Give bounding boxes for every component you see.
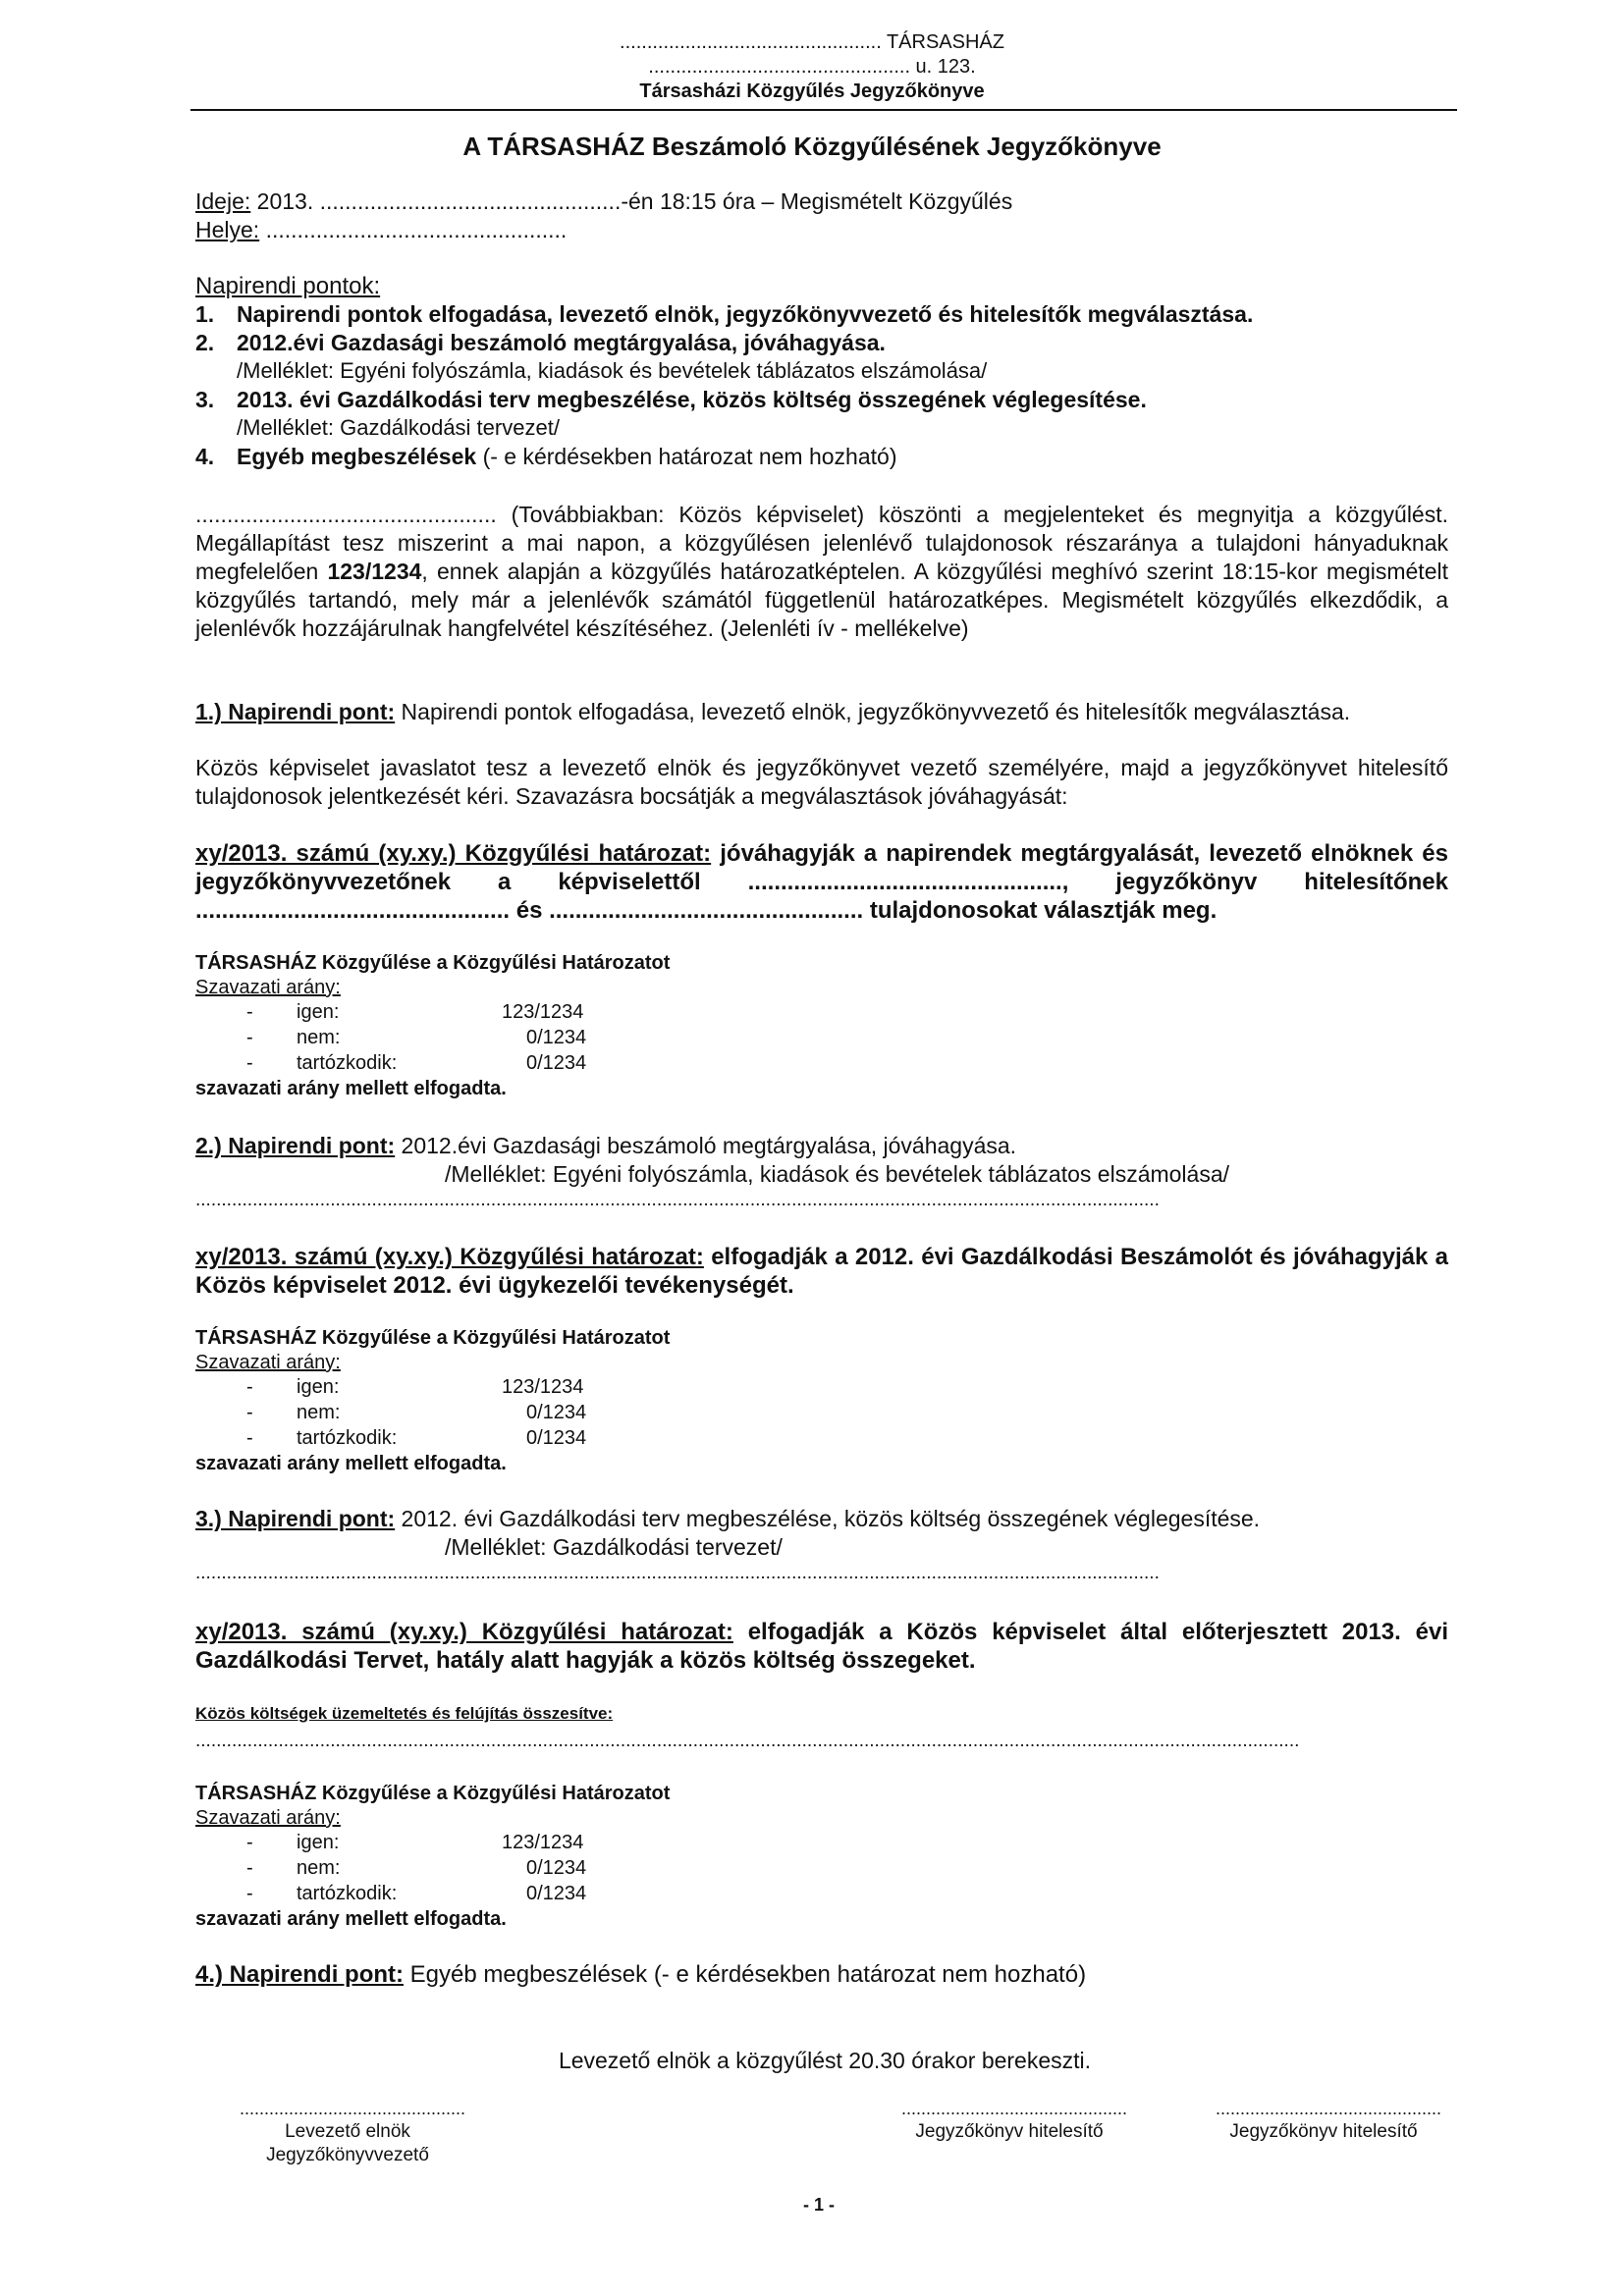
- vote-footer: szavazati arány mellett elfogadta.: [195, 1078, 507, 1099]
- agenda-item-num: 2.: [195, 330, 215, 355]
- agenda-item-note: /Melléklet: Egyéni folyószámla, kiadások és bevételek táblázatos elszámolása/: [237, 358, 988, 383]
- point2-label: 2.) Napirendi pont:: [195, 1133, 396, 1158]
- vote-heading: TÁRSASHÁZ Közgyűlése a Közgyűlési Határozatot: [195, 952, 671, 974]
- vote-value: 123/1234: [502, 1001, 584, 1023]
- intro-ratio: 123/1234: [327, 559, 422, 584]
- place-value: ................................................: [265, 217, 568, 242]
- vote-label: igen:: [297, 1001, 340, 1023]
- point4-text: Egyéb megbeszélések (- e kérdésekben határozat nem hozható): [404, 1961, 1087, 1988]
- vote-dash: -: [246, 1832, 253, 1853]
- date-label: Ideje:: [195, 188, 251, 214]
- header-rule: [190, 109, 1457, 111]
- agenda-item-num: 4.: [195, 444, 215, 469]
- vote-ratio-label: Szavazati arány:: [195, 1807, 341, 1829]
- vote-label: tartózkodik:: [297, 1883, 398, 1904]
- point2-note: /Melléklet: Egyéni folyószámla, kiadások és bevételek táblázatos elszámolása/: [445, 1161, 1230, 1187]
- vote-footer: szavazati arány mellett elfogadta.: [195, 1908, 507, 1930]
- vote-value: 123/1234: [502, 1832, 584, 1853]
- signature-line: ..............................................: [240, 2099, 466, 2118]
- vote-dash: -: [246, 1883, 253, 1904]
- vote-dash: -: [246, 1427, 253, 1449]
- agenda-item-text: 2013. évi Gazdálkodási terv megbeszélése, közös költség összegének véglegesítése.: [237, 387, 1147, 412]
- resolution-label: xy/2013. számú (xy.xy.) Közgyűlési határozat:: [195, 1244, 704, 1270]
- signature-line: ..............................................: [901, 2099, 1128, 2118]
- point1-resolution: [195, 839, 1448, 925]
- vote-value: 123/1234: [502, 1376, 584, 1398]
- vote-dash: -: [246, 1402, 253, 1423]
- closing-statement: Levezető elnök a közgyűlést 20.30 órakor berekeszti.: [558, 2048, 1092, 2073]
- resolution-text: elfogadják a 2012. évi Gazdálkodási Beszámolót és jóváhagyják a Közös képviselet 2012. évi ügykezelői tevékenységét.: [195, 1244, 1449, 1299]
- agenda-item-bold: Egyéb megbeszélések: [237, 444, 477, 469]
- header-doc-type: Társasházi Közgyűlés Jegyzőkönyve: [639, 80, 985, 102]
- agenda-item-num: 3.: [195, 387, 215, 412]
- vote-ratio-label: Szavazati arány:: [195, 977, 341, 998]
- header-building-name: ................................................ TÁRSASHÁZ: [620, 31, 1004, 53]
- point1-label: 1.) Napirendi pont:: [195, 699, 396, 724]
- vote-value: 0/1234: [526, 1052, 587, 1074]
- signature-block: [901, 2099, 1128, 2143]
- vote-label: nem:: [297, 1857, 341, 1879]
- signature-block: [240, 2099, 466, 2166]
- intro-text-end: , ennek alapján a közgyűlés határozatképtelen. A közgyűlési meghívó szerint 18:15-kor megismételt közgyűlés tartandó, mely már a jelenlévők számától függetlenül határozatképes. Megismételt közgyűlés elkezdődik, a jelenlévők hozzájárulnak hangfelvétel készítéséhez. (Jelenléti ív - mellékelve): [195, 559, 1448, 641]
- vote-label: tartózkodik:: [297, 1427, 398, 1449]
- place-label: Helye:: [195, 217, 260, 242]
- vote-label: nem:: [297, 1027, 341, 1048]
- resolution-label: xy/2013. számú (xy.xy.) Közgyűlési határozat:: [195, 1619, 733, 1645]
- point3-dots: ..........................................................................................................................................................................................: [195, 1563, 1160, 1583]
- point2-resolution: [195, 1243, 1448, 1300]
- point4-label: 4.) Napirendi pont:: [195, 1961, 404, 1988]
- vote-label: nem:: [297, 1402, 341, 1423]
- agenda-item-rest: (- e kérdésekben határozat nem hozható): [476, 444, 897, 469]
- intro-paragraph: [195, 501, 1448, 643]
- meta-place: [195, 217, 567, 243]
- vote-value: 0/1234: [526, 1402, 587, 1423]
- signature-role: Levezető elnök: [285, 2121, 410, 2142]
- point1-paragraph: Közös képviselet javaslatot tesz a levezető elnök és jegyzőkönyvet vezető személyére, majd a jegyzőkönyvet hitelesítő tulajdonosok jelentkezését kéri. Szavazásra bocsátják a megválasztások jóváhagyását:: [195, 755, 1448, 809]
- vote-dash: -: [246, 1376, 253, 1398]
- vote-label: igen:: [297, 1832, 340, 1853]
- resolution-label: xy/2013. számú (xy.xy.) Közgyűlési határozat:: [195, 840, 712, 867]
- vote-dash: -: [246, 1052, 253, 1074]
- vote-value: 0/1234: [526, 1857, 587, 1879]
- point1-text: Napirendi pontok elfogadása, levezető elnök, jegyzőkönyvvezető és hitelesítők megválasztása.: [395, 699, 1351, 724]
- vote-value: 0/1234: [526, 1027, 587, 1048]
- point4-heading: [195, 1961, 1086, 1989]
- agenda-item-note: /Melléklet: Gazdálkodási tervezet/: [237, 415, 560, 440]
- point3-text: 2012. évi Gazdálkodási terv megbeszélése, közös költség összegének véglegesítése.: [395, 1506, 1261, 1531]
- signature-line: ..............................................: [1216, 2099, 1442, 2118]
- signature-role: Jegyzőkönyv hitelesítő: [1229, 2121, 1418, 2142]
- agenda-item-text: [237, 444, 896, 470]
- vote-dash: -: [246, 1027, 253, 1048]
- vote-footer: szavazati arány mellett elfogadta.: [195, 1453, 507, 1474]
- header-address: ................................................ u. 123.: [648, 56, 976, 78]
- signature-role: Jegyzőkönyv hitelesítő: [915, 2121, 1104, 2142]
- vote-label: igen:: [297, 1376, 340, 1398]
- cost-summary-dots: .....................................................................................................................................................................................................................: [195, 1731, 1300, 1751]
- vote-heading: TÁRSASHÁZ Közgyűlése a Közgyűlési Határozatot: [195, 1327, 671, 1349]
- vote-value: 0/1234: [526, 1427, 587, 1449]
- point3-label: 3.) Napirendi pont:: [195, 1506, 396, 1531]
- vote-value: 0/1234: [526, 1883, 587, 1904]
- signature-block: [1216, 2099, 1442, 2143]
- point3-note: /Melléklet: Gazdálkodási tervezet/: [445, 1534, 783, 1560]
- date-value: 2013. ................................................-én 18:15 óra – Megismételt Közgyűlés: [256, 188, 1013, 214]
- meta-date: [195, 188, 1012, 215]
- intro-text-start: ................................................ (Továbbiakban: Közös képviselet) köszönti a megjelenteket és megnyitja a közgyűlést. Megállapítást tesz miszerint a mai napon, a közgyűlésen jelenlévő tulajdonosok részaránya a tulajdoni hányaduknak megfelelően: [195, 502, 1448, 584]
- vote-label: tartózkodik:: [297, 1052, 398, 1074]
- agenda-item-num: 1.: [195, 301, 215, 327]
- cost-summary-label: Közös költségek üzemeltetés és felújítás összesítve:: [195, 1704, 614, 1723]
- page-title: A TÁRSASHÁZ Beszámoló Közgyűlésének Jegyzőkönyve: [462, 132, 1162, 161]
- point2-heading: [195, 1133, 1016, 1159]
- point2-text: 2012.évi Gazdasági beszámoló megtárgyalása, jóváhagyása.: [395, 1133, 1017, 1158]
- resolution-text: elfogadják a Közös képviselet által előterjesztett 2013. évi Gazdálkodási Tervet, hatály alatt hagyják a közös költség összegeket.: [195, 1619, 1448, 1674]
- point3-resolution: [195, 1618, 1448, 1675]
- page-number: - 1 -: [802, 2195, 835, 2215]
- agenda-item-text: Napirendi pontok elfogadása, levezető elnök, jegyzőkönyvvezető és hitelesítők megválasztása.: [237, 301, 1254, 327]
- point3-heading: [195, 1506, 1260, 1532]
- point2-dots: ..........................................................................................................................................................................................: [195, 1190, 1160, 1210]
- resolution-text: jóváhagyják a napirendek megtárgyalását, levezető elnöknek és jegyzőkönyvvezetőnek a képviselettől ................................................, jegyzőkönyv hitelesítőnek ................................................ és ................................................ tulajdonosokat választják meg.: [195, 840, 1448, 924]
- vote-dash: -: [246, 1857, 253, 1879]
- agenda-heading: Napirendi pontok:: [195, 273, 381, 299]
- vote-heading: TÁRSASHÁZ Közgyűlése a Közgyűlési Határozatot: [195, 1783, 671, 1804]
- agenda-item-text: 2012.évi Gazdasági beszámoló megtárgyalása, jóváhagyása.: [237, 330, 886, 355]
- point1-heading: [195, 699, 1350, 725]
- vote-dash: -: [246, 1001, 253, 1023]
- vote-ratio-label: Szavazati arány:: [195, 1352, 341, 1373]
- signature-role-secondary: Jegyzőkönyvvezető: [266, 2145, 429, 2165]
